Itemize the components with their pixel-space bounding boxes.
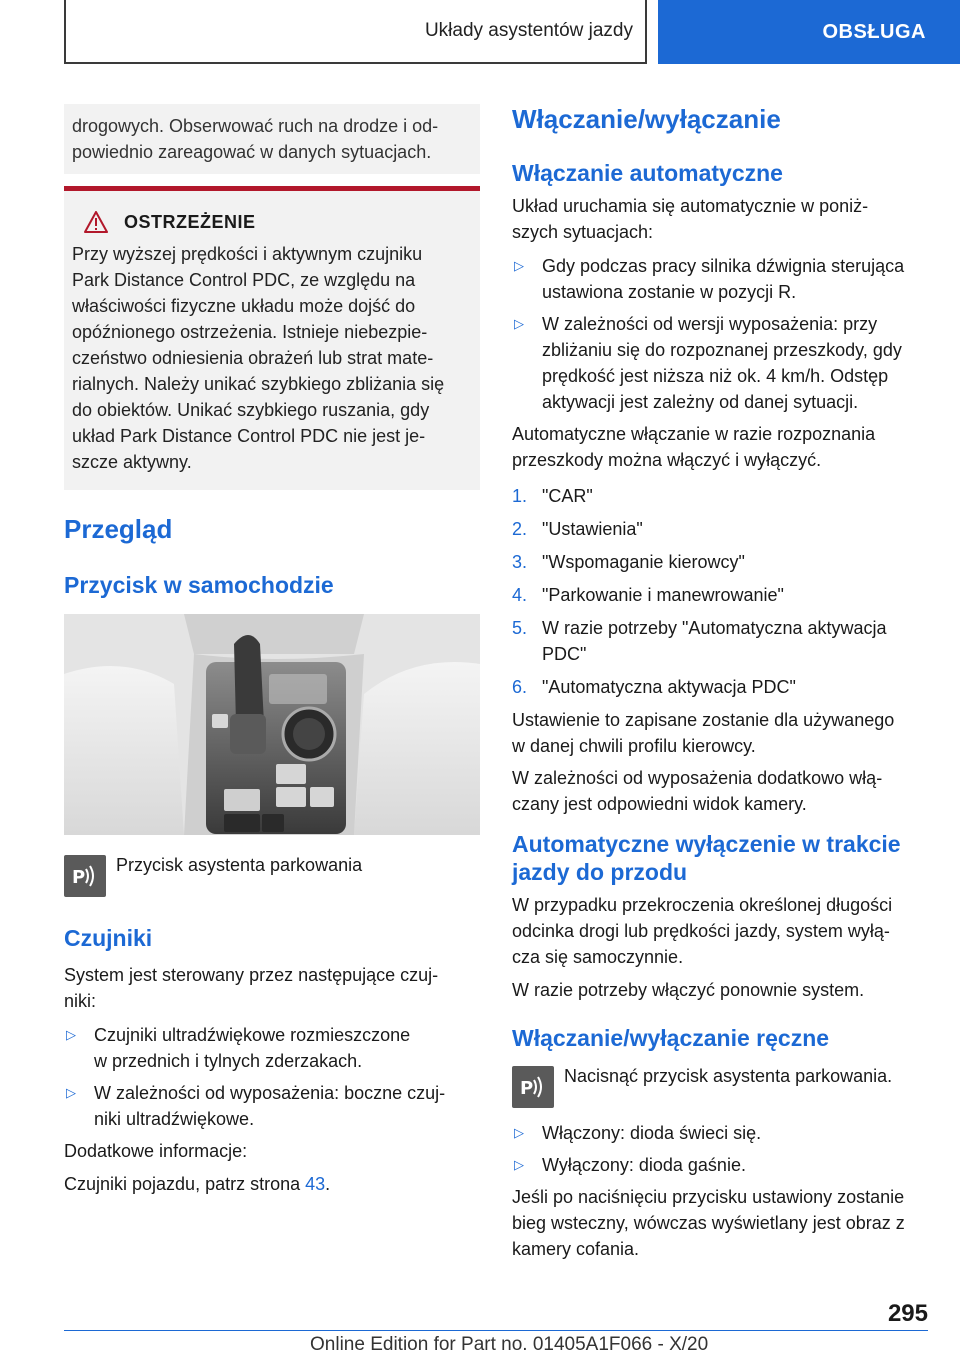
paragraph-line: czany jest odpowiedni widok kamery. bbox=[512, 794, 807, 814]
continued-line-2: powiednio zareagować w danych sytuacjach. bbox=[72, 142, 432, 162]
heading-manual-on-off: Włączanie/wyłączanie ręczne bbox=[512, 1025, 830, 1051]
section-title: Układy asystentów jazdy bbox=[424, 20, 633, 41]
bullet-triangle-icon: ▷ bbox=[514, 258, 524, 273]
bullet-triangle-icon: ▷ bbox=[514, 316, 524, 331]
paragraph-line: bieg wsteczny, wówczas wyświetlany jest obraz z bbox=[512, 1213, 905, 1233]
chapter-tab-label: OBSŁUGA bbox=[822, 20, 926, 43]
auto-off-section bbox=[512, 892, 928, 1003]
park-assist-button-icon bbox=[64, 855, 106, 897]
step-item: 2. "Ustawienia" bbox=[512, 519, 643, 539]
sensors-intro-line: niki: bbox=[64, 991, 97, 1011]
warning-line: Park Distance Control PDC, ze względu na bbox=[72, 270, 416, 290]
paragraph-line: Jeśli po naciśnięciu przycisku ustawiony zostanie bbox=[512, 1187, 905, 1207]
center-console-illustration bbox=[64, 614, 480, 835]
footer-edition: Online Edition for Part no. 01405A1F066 - X/20 bbox=[310, 1334, 709, 1355]
manual-status-list bbox=[512, 1120, 928, 1178]
manual-press-instruction: Nacisnąć przycisk asystenta parkowania. bbox=[564, 1066, 893, 1086]
warning-line: do obiektów. Unikać szybkiego ruszania, gdy bbox=[72, 400, 430, 420]
bullet-triangle-icon: ▷ bbox=[514, 1157, 524, 1172]
footer-divider bbox=[64, 1330, 928, 1331]
paragraph-line: szych sytuacjach: bbox=[512, 222, 654, 242]
warning-line: rialnych. Należy unikać szybkiego zbliżania się bbox=[72, 374, 445, 394]
warning-line: szcze aktywny. bbox=[72, 452, 192, 472]
list-item: ▷ Wyłączony: dioda gaśnie. bbox=[512, 1152, 928, 1178]
pdc-button-legend bbox=[64, 855, 106, 897]
warning-line: właściwości fizyczne układu może dojść do bbox=[72, 296, 416, 316]
list-item: ▷ Gdy podczas pracy silnika dźwignia sterująca ustawiona zostanie w pozycji R. bbox=[512, 253, 928, 305]
heading-auto-off: Automatyczne wyłączenie w trakcie jazdy do przodu bbox=[512, 831, 901, 885]
paragraph-line: przeszkody można włączyć i wyłączyć. bbox=[512, 450, 822, 470]
cross-reference: Czujniki pojazdu, patrz strona 43. bbox=[64, 1174, 331, 1194]
bullet-triangle-icon: ▷ bbox=[66, 1085, 76, 1100]
paragraph-line: Ustawienie to zapisane zostanie dla używanego bbox=[512, 710, 895, 730]
heading-overview: Przegląd bbox=[64, 514, 173, 544]
warning-line: Przy wyższej prędkości i aktywnym czujniku bbox=[72, 244, 423, 264]
sensors-intro-line: System jest sterowany przez następujące czuj- bbox=[64, 965, 439, 985]
paragraph-line: kamery cofania. bbox=[512, 1239, 640, 1259]
paragraph-line: W razie potrzeby włączyć ponownie system. bbox=[512, 980, 865, 1000]
running-header bbox=[64, 0, 647, 64]
sensors-list bbox=[64, 1022, 480, 1132]
pdc-button-legend-manual bbox=[512, 1066, 554, 1108]
warning-line: czeństwo odniesienia obrażeń lub strat mate- bbox=[72, 348, 434, 368]
list-item: ▷ W zależności od wyposażenia: boczne czuj- niki ultradźwiękowe. bbox=[64, 1080, 480, 1132]
continued-note-box bbox=[64, 104, 480, 174]
heading-button-in-car: Przycisk w samochodzie bbox=[64, 572, 334, 598]
paragraph-line: W zależności od wyposażenia dodatkowo włą- bbox=[512, 768, 883, 788]
auto-on-section bbox=[512, 193, 928, 817]
continued-line-1: drogowych. Obserwować ruch na drodze i od- bbox=[72, 116, 439, 136]
step-item: 6. "Automatyczna aktywacja PDC" bbox=[512, 677, 796, 697]
svg-text:P: P bbox=[72, 867, 86, 888]
page-reference-link[interactable]: 43 bbox=[305, 1174, 326, 1194]
warning-line: układ Park Distance Control PDC nie jest je- bbox=[72, 426, 426, 446]
step-item: 3. "Wspomaganie kierowcy" bbox=[512, 552, 745, 572]
heading-auto-on: Włączanie automatyczne bbox=[512, 160, 783, 186]
list-item: ▷ Włączony: dioda świeci się. bbox=[512, 1120, 928, 1146]
page-number: 295 bbox=[887, 1300, 928, 1327]
bullet-triangle-icon: ▷ bbox=[514, 1125, 524, 1140]
warning-box bbox=[64, 186, 480, 490]
step-item: 1. "CAR" bbox=[512, 486, 593, 506]
pdc-button-caption: Przycisk asystenta parkowania bbox=[116, 855, 363, 875]
paragraph-line: w danej chwili profilu kierowcy. bbox=[512, 736, 756, 756]
list-item: ▷ Czujniki ultradźwiękowe rozmieszczone w przednich i tylnych zderzakach. bbox=[64, 1022, 480, 1074]
center-console-photo bbox=[64, 614, 480, 835]
sensors-section bbox=[64, 962, 480, 1197]
bullet-triangle-icon: ▷ bbox=[66, 1027, 76, 1042]
manual-section bbox=[512, 1120, 928, 1262]
heading-on-off: Włączanie/wyłączanie bbox=[512, 104, 781, 134]
paragraph-line: odcinka drogi lub prędkości jazdy, system wyłą- bbox=[512, 921, 890, 941]
list-item: ▷ W zależności od wersji wyposażenia: przy zbliżaniu się do rozpoznanej przeszkody, gdy prędkość jest niższa niż ok. 4 km/h. Odstęp aktywacji jest zależny od danej sytuacji. bbox=[512, 311, 928, 415]
warning-title: OSTRZEŻENIE bbox=[124, 211, 256, 232]
heading-sensors: Czujniki bbox=[64, 925, 153, 951]
paragraph-line: Układ uruchamia się automatycznie w poniż- bbox=[512, 196, 869, 216]
step-item: 5. W razie potrzeby "Automatyczna aktywacja PDC" bbox=[512, 618, 887, 664]
more-info-label: Dodatkowe informacje: bbox=[64, 1141, 248, 1161]
settings-steps bbox=[512, 483, 928, 700]
warning-triangle-icon bbox=[84, 211, 108, 233]
park-assist-button-icon bbox=[512, 1066, 554, 1108]
warning-line: opóźnionego ostrzeżenia. Istnieje niebezpie- bbox=[72, 322, 428, 342]
paragraph-line: Automatyczne włączanie w razie rozpoznania bbox=[512, 424, 876, 444]
paragraph-line: W przypadku przekroczenia określonej długości bbox=[512, 895, 893, 915]
chapter-tab bbox=[658, 0, 960, 64]
svg-text:P: P bbox=[520, 1078, 534, 1099]
paragraph-line: cza się samoczynnie. bbox=[512, 947, 684, 967]
auto-on-list bbox=[512, 253, 928, 415]
step-item: 4. "Parkowanie i manewrowanie" bbox=[512, 585, 784, 605]
warning-header bbox=[84, 211, 472, 233]
